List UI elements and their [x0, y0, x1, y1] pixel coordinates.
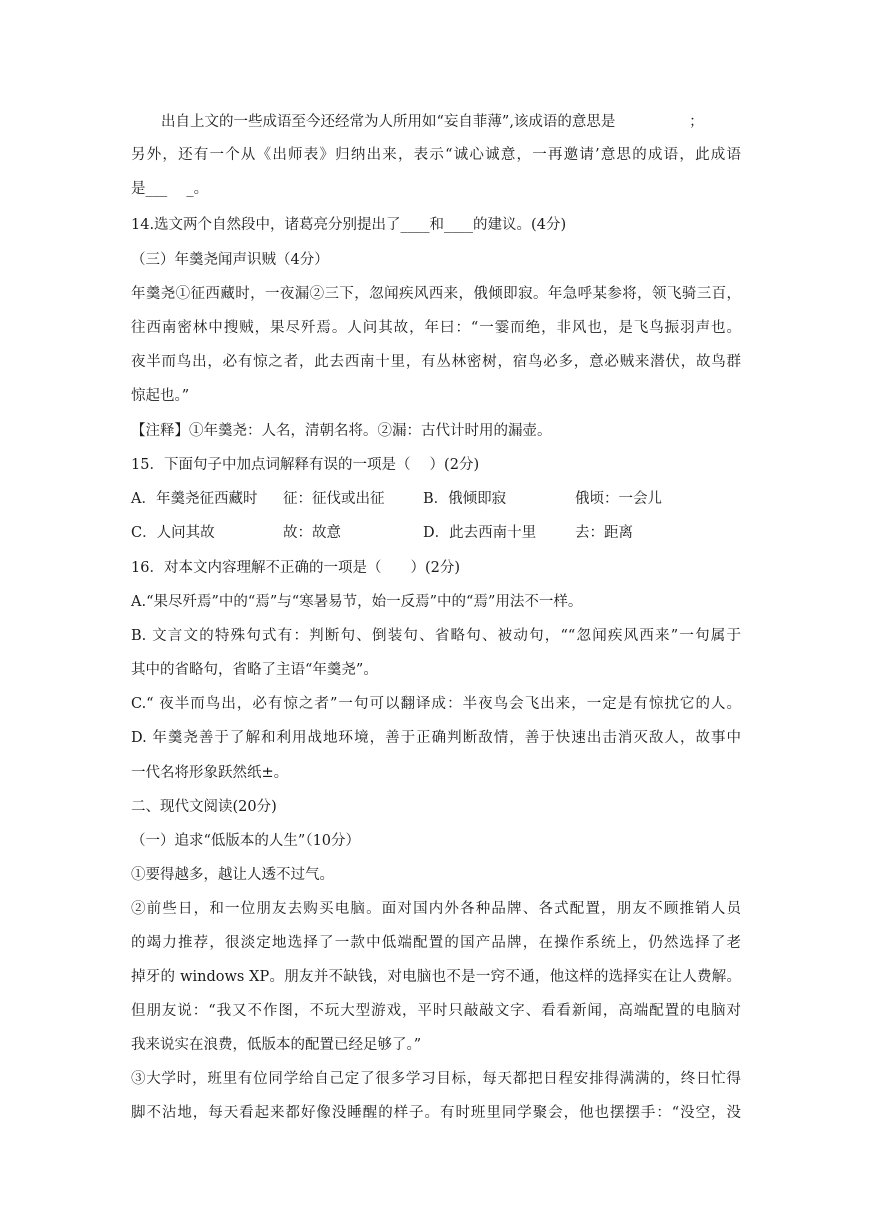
paragraph-line: 我来说实在浪费，低版本的配置已经足够了。” — [131, 1037, 422, 1053]
section-heading: （三）年羹尧闻声识贼（4分） — [131, 252, 329, 268]
question-14: 14.选文两个自然段中，诸葛亮分别提出了____和____的建议。(4分) — [131, 217, 567, 233]
annotation-note: 【注释】①年羹尧：人名，清朝名将。②漏：古代计时用的漏壶。 — [131, 423, 552, 439]
paragraph-line: 出自上文的一些成语至今还经常为人所用如“妄自菲薄”,该成语的意思是 ； — [161, 114, 704, 130]
option-d-gloss: 去：距离 — [575, 525, 633, 541]
option-d-text: D．此去西南十里 — [423, 525, 537, 541]
option-a-text: A．年羹尧征西藏时 — [131, 491, 258, 507]
option-b-text: B．俄倾即寂 — [423, 491, 507, 507]
option-c-text: C．人问其故 — [131, 525, 215, 541]
paragraph-line: 另外，还有一个从《出师表》归纳出来，表示“诚心诚意，一再邀请’意思的成语，此成语 — [131, 147, 741, 163]
paragraph-line: ②前些日，和一位朋友去购买电脑。面对国内外各种品牌、各式配置，朋友不顾推销人员 — [131, 901, 741, 917]
paragraph-line: 是___ _。 — [131, 181, 209, 197]
option-line: C.“ 夜半而鸟出，必有惊之者”一句可以翻译成：半夜鸟会飞出来，一定是有惊扰它的人。 — [131, 696, 741, 712]
section-heading: 二、现代文阅读(20分) — [131, 799, 277, 815]
passage-line: 往西南密林中搜贼，果尽歼焉。人问其故，年曰：“一霎而绝，非风也，是飞鸟振羽声也。 — [131, 320, 741, 336]
option-line: D. 年羹尧善于了解和利用战地环境，善于正确判断敌情，善于快速出击消灭敌人，故事中 — [131, 730, 741, 746]
passage-line: 年羹尧①征西藏时，一夜漏②三下，忽闻疾风西来，俄倾即寂。年急呼某参将，领飞骑三百， — [131, 286, 741, 302]
paragraph-line: ①要得越多，越让人透不过气。 — [131, 867, 334, 883]
option-line: A.“果尽歼焉”中的“焉”与“寒暑易节，始一反焉”中的“焉”用法不一样。 — [131, 594, 583, 610]
option-c-gloss: 故：故意 — [283, 525, 341, 541]
article-title: （一）追求“低版本的人生”（10分） — [131, 833, 361, 849]
paragraph-line: 的竭力推荐，很淡定地选择了一款中低端配置的国产品牌，在操作系统上，仍然选择了老 — [131, 935, 741, 951]
passage-line: 惊起也。” — [131, 388, 190, 404]
paragraph-line: 掉牙的 windows XP。朋友并不缺钱，对电脑也不是一窍不通，他这样的选择实在让人费解。 — [131, 969, 741, 985]
option-line: 一代名将形象跃然纸±。 — [131, 765, 289, 781]
passage-line: 夜半而鸟出，必有惊之者，此去西南十里，有丛林密树，宿鸟必多，意必贼来潜伏，故鸟群 — [131, 354, 741, 370]
paragraph-line: ③大学时，班里有位同学给自己定了很多学习目标，每天都把日程安排得满满的，终日忙得 — [131, 1071, 741, 1087]
option-line: 其中的省略句，省略了主语“年羹尧”。 — [131, 662, 378, 678]
option-b-gloss: 俄顷：一会儿 — [575, 491, 662, 507]
option-line: B. 文言文的特殊句式有：判断句、倒装句、省略句、被动句，““忽闻疾风西来”一句属于 — [131, 628, 741, 644]
option-a-gloss: 征：征伐或出征 — [283, 491, 385, 507]
paragraph-line: 但朋友说：“我又不作图，不玩大型游戏，平时只敲敲文字、看看新闻，高端配置的电脑对 — [131, 1003, 741, 1019]
question-16: 16．对本文内容理解不正确的一项是（ ）(2分) — [131, 560, 460, 576]
paragraph-line: 脚不沾地，每天看起来都好像没睡醒的样子。有时班里同学聚会，他也摆摆手：“没空，没 — [131, 1105, 741, 1121]
question-15: 15．下面句子中加点词解释有误的一项是（ ）(2分) — [131, 457, 480, 473]
